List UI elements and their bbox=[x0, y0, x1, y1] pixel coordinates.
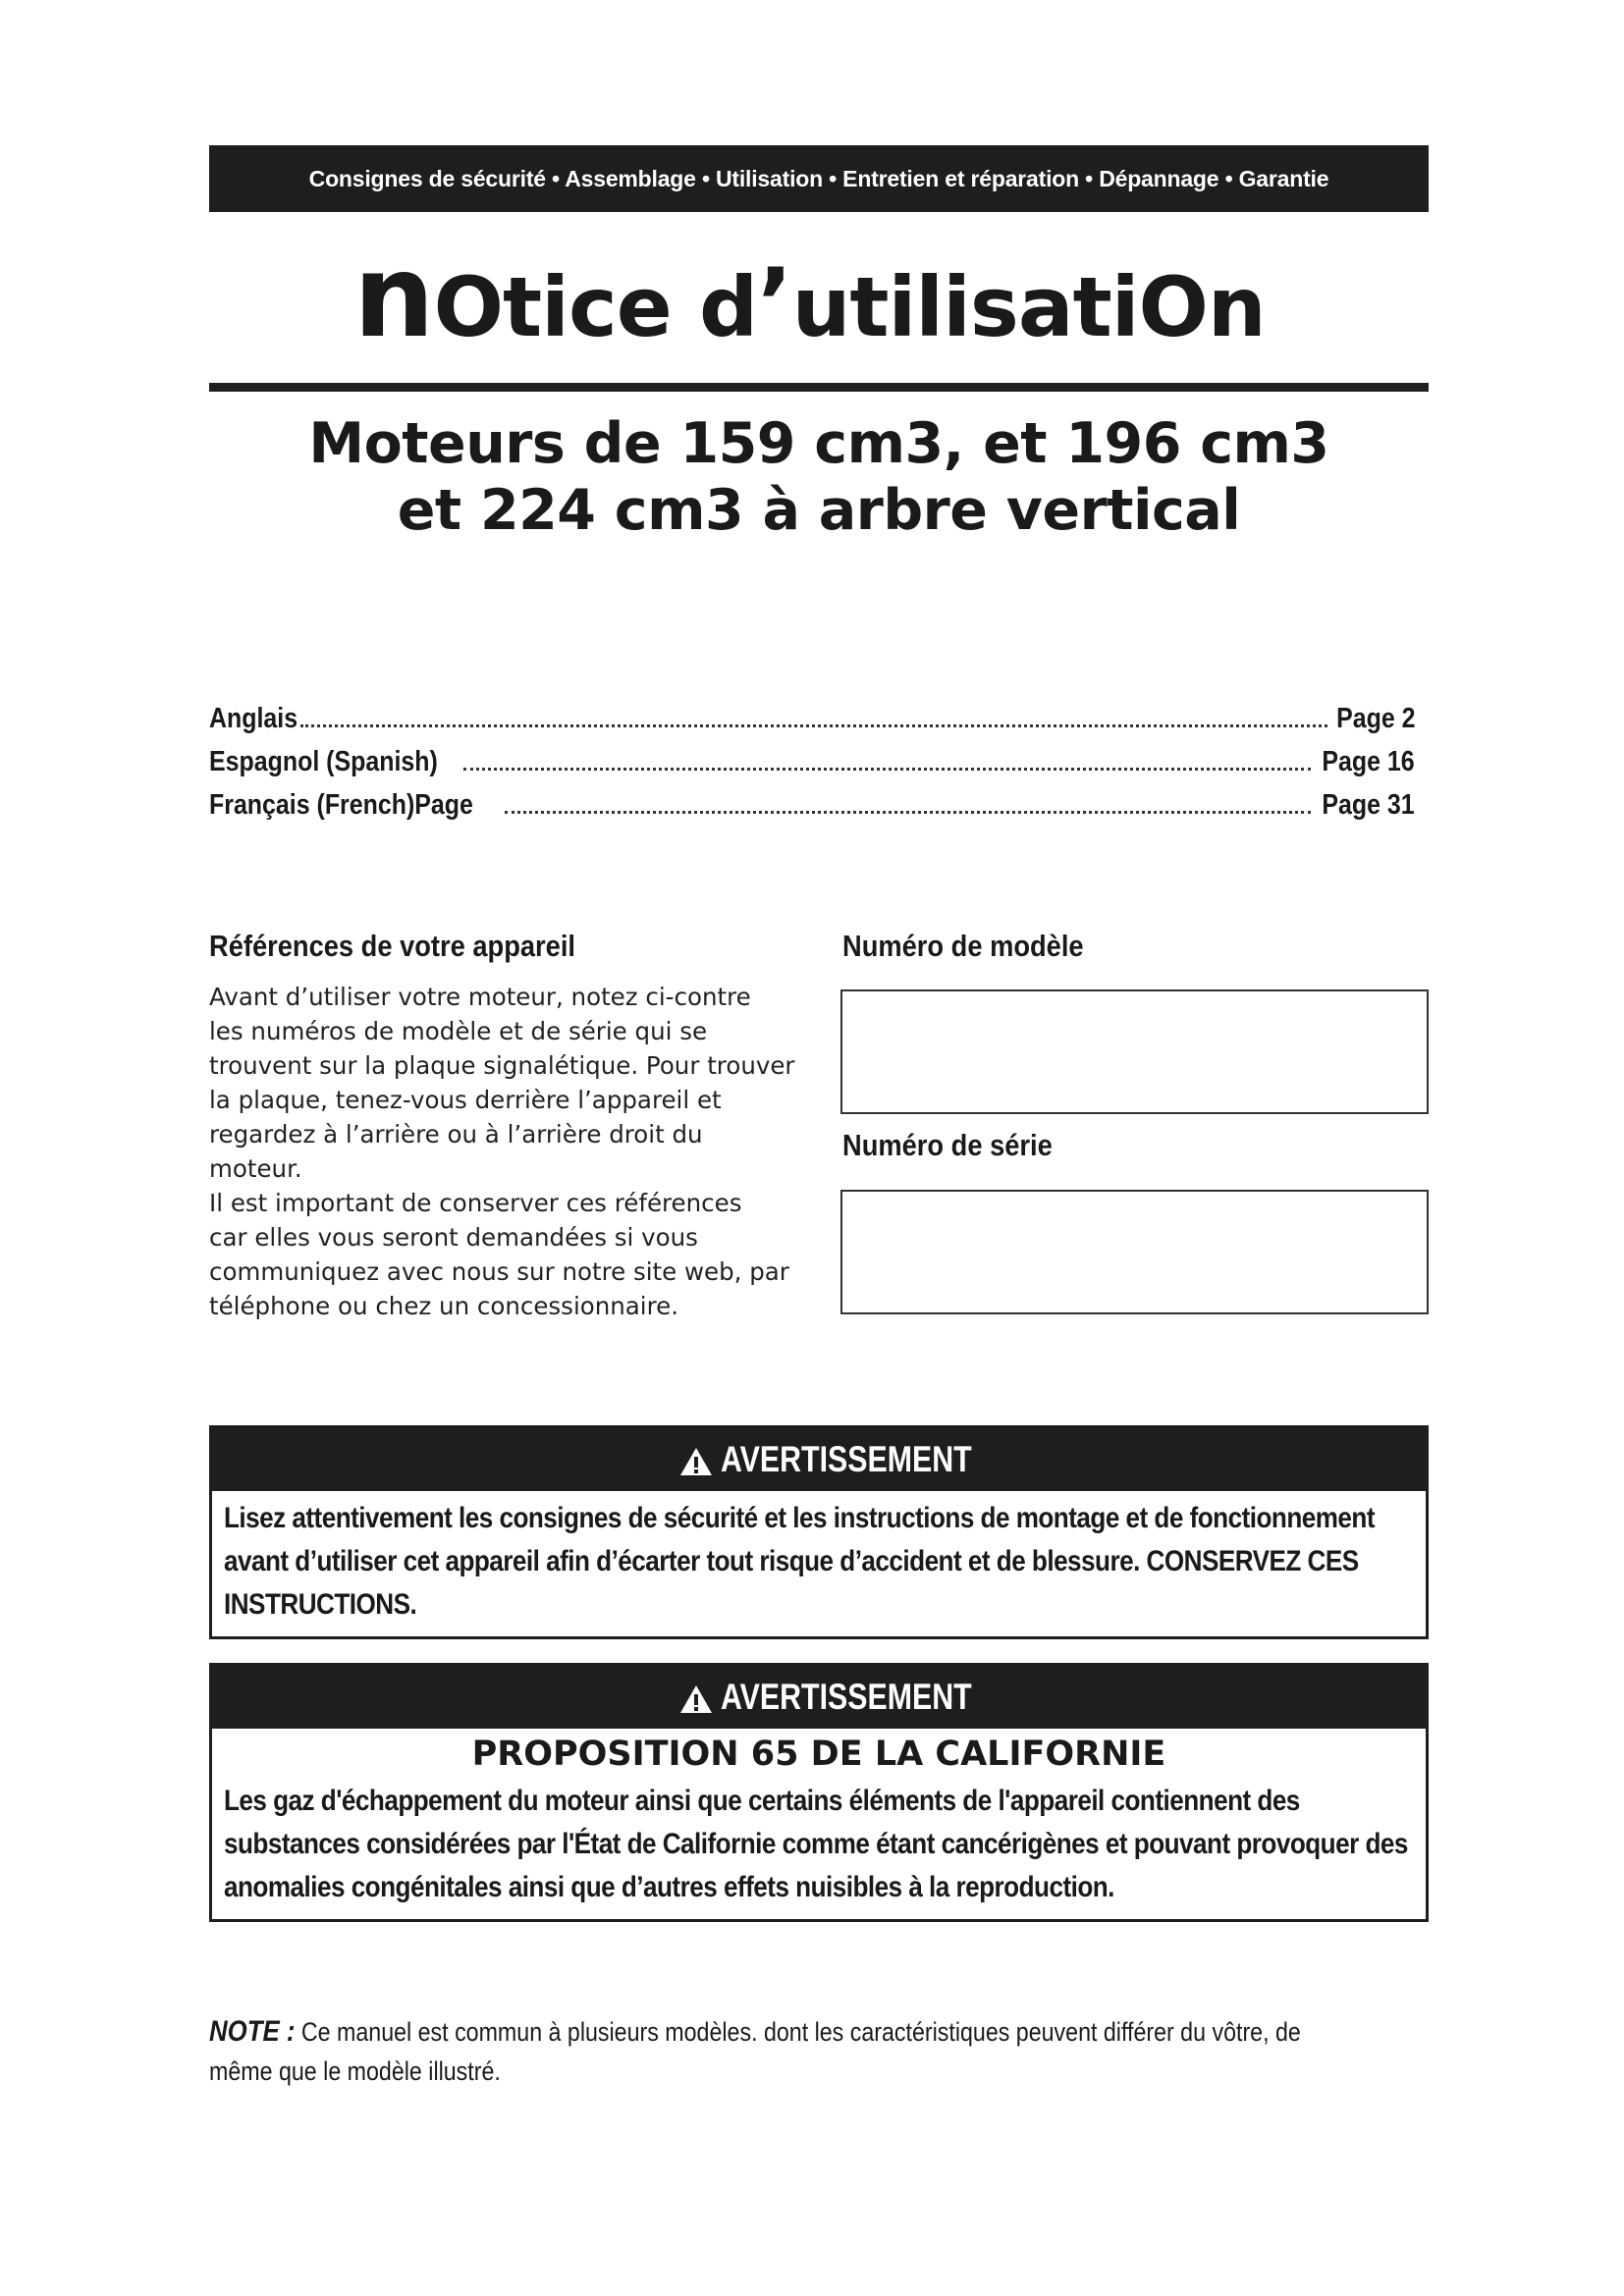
warning-triangle-icon bbox=[679, 1447, 713, 1476]
warning-body bbox=[212, 1491, 1426, 1636]
references-heading: Références de votre appareil bbox=[209, 929, 575, 963]
warning-box-prop65 bbox=[209, 1663, 1429, 1922]
toc-page: Page 16 bbox=[1322, 746, 1415, 777]
title-apostrophe: ’ bbox=[757, 248, 792, 358]
warning-text: Lisez attentivement les consignes de sécurité et les instructions de montage et de fonctionnement avant d’utiliser cet appareil afin d’écarter tout risque d’accident et de blessure. CONSERVEZ CES INSTRUCTIONS. bbox=[224, 1502, 1376, 1621]
warning-box-safety bbox=[209, 1425, 1429, 1639]
model-number-field[interactable] bbox=[840, 989, 1429, 1114]
toc-row[interactable] bbox=[209, 746, 1415, 789]
note-text: Ce manuel est commun à plusieurs modèles. dont les caractéristiques peuvent différer du vôtre, de même que le modèle illustré. bbox=[209, 2017, 1301, 2086]
subtitle-line-2: et 224 cm3 à arbre vertical bbox=[397, 478, 1241, 543]
toc-leader-dots bbox=[505, 811, 1312, 814]
warning-text: Les gaz d'échappement du moteur ainsi que certains éléments de l'appareil contiennent des substances considérées par l'État de Californie comme étant cancérigènes et pouvant provoquer des anomalies congénitales ainsi que d’autres effets nuisibles à la reproduction. bbox=[224, 1785, 1408, 1903]
warning-heading: AVERTISSEMENT bbox=[721, 1677, 972, 1717]
toc-leader-dots bbox=[463, 768, 1312, 771]
toc-page: Page 31 bbox=[1322, 789, 1415, 821]
toc-label: Espagnol (Spanish) bbox=[209, 746, 438, 777]
warning-triangle-icon bbox=[679, 1684, 713, 1714]
table-of-contents bbox=[209, 703, 1415, 832]
header-bar bbox=[209, 145, 1429, 212]
warning-body bbox=[212, 1774, 1426, 1919]
subtitle-line-1: Moteurs de 159 cm3, et 196 cm3 bbox=[308, 411, 1329, 476]
note-label: NOTE : bbox=[209, 2015, 296, 2048]
title-mid: Otice d bbox=[433, 259, 758, 355]
title-first-letter: n bbox=[353, 231, 434, 363]
title-rest: utilisatiOn bbox=[791, 259, 1266, 355]
title-divider bbox=[209, 383, 1429, 392]
toc-row[interactable] bbox=[209, 703, 1415, 746]
toc-page: Page 2 bbox=[1335, 703, 1415, 734]
serial-number-field[interactable] bbox=[840, 1190, 1429, 1314]
toc-label: Anglais bbox=[209, 703, 298, 734]
references-body: Avant d’utiliser votre moteur, notez ci-contre les numéros de modèle et de série qui se trouvent sur la plaque signalétique. Pour trouver la plaque, tenez-vous derrière l’appareil et regardez à l’arrière ou à l’arrière droit du moteur. Il est important de conserver ces références car elles vous seront demandées si vous communiquez avec nous sur notre site web, par téléphone ou chez un concessionnaire. bbox=[209, 983, 795, 1320]
header-bar-text: Consignes de sécurité • Assemblage • Utilisation • Entretien et réparation • Dépannage • Garantie bbox=[308, 165, 1329, 191]
prop65-title: PROPOSITION 65 DE LA CALIFORNIE bbox=[471, 1735, 1166, 1774]
warning-header bbox=[212, 1666, 1426, 1729]
model-number-label: Numéro de modèle bbox=[842, 929, 1084, 963]
page-title bbox=[353, 231, 1266, 363]
subtitle bbox=[209, 410, 1429, 544]
warning-header bbox=[212, 1428, 1426, 1491]
toc-row[interactable] bbox=[209, 789, 1415, 832]
toc-leader-dots bbox=[300, 724, 1327, 727]
serial-number-label: Numéro de série bbox=[842, 1128, 1053, 1162]
note bbox=[209, 2012, 1332, 2091]
toc-label: Français (French)Page bbox=[209, 789, 473, 821]
warning-heading: AVERTISSEMENT bbox=[721, 1439, 972, 1479]
